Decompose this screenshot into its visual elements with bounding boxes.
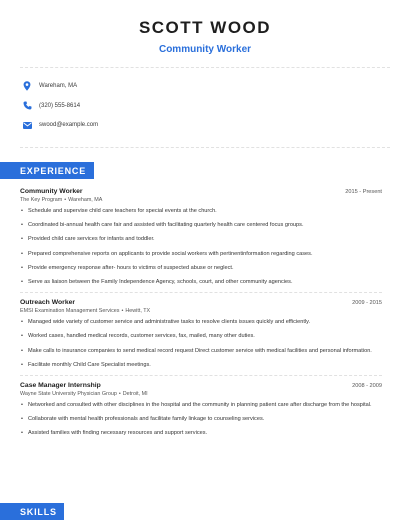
job-dates: 2008 - 2009	[352, 383, 382, 390]
job-organization: EMSI Examination Management Services • Hewitt, TX	[20, 308, 151, 315]
header-divider	[20, 67, 390, 68]
job-bullet: • Coordinated bi-annual health care fair and assisted with facilitating quarterly health care centered focus groups.	[20, 221, 382, 229]
contact-email-text: swood@example.com	[39, 122, 99, 128]
job-location: Detroit, MI	[122, 391, 148, 398]
location-pin-icon	[22, 81, 32, 91]
job-divider	[20, 375, 382, 376]
candidate-title: Community Worker	[158, 44, 252, 55]
job-title: Community Worker	[20, 188, 83, 195]
job-bullet: • Facilitate monthly Child Care Specialist meetings.	[20, 361, 382, 369]
job-bullet: • Schedule and supervise child care teachers for special events at the church.	[20, 207, 382, 215]
contact-location-text: Wareham, MA	[39, 83, 78, 89]
job-bullet: • Serve as liaison between the Family Independence Agency, schools, court, and other community agencies.	[20, 278, 382, 286]
job-bullet-list	[20, 318, 382, 369]
candidate-name: SCOTT WOOD	[138, 18, 272, 37]
job-bullet: • Managed wide variety of customer service and administrative tasks to resolve clients issues quickly and efficiently.	[20, 318, 382, 326]
job-bullet: • Provide emergency response after- hours to victims of suspected abuse or neglect.	[20, 264, 382, 272]
job-organization: Wayne State University Physician Group • Detroit, MI	[20, 391, 148, 398]
contact-location	[22, 80, 98, 92]
job-dates: 2009 - 2015	[352, 300, 382, 307]
job-title: Outreach Worker	[20, 299, 76, 307]
job-divider	[20, 292, 382, 293]
job-bullet: • Collaborate with mental health professionals and facilitate family linkage to counseling services.	[20, 415, 382, 423]
job-location: Hewitt, TX	[125, 308, 151, 315]
job-bullet: • Make calls to insurance companies to send medical record request Direct customer service with medical facilities and personal information.	[20, 347, 382, 355]
phone-icon	[22, 101, 32, 111]
job-entry	[20, 382, 382, 438]
email-icon	[22, 120, 32, 130]
job-bullet: • Assisted families with finding necessary resources and support services.	[20, 429, 382, 437]
job-entry	[20, 299, 382, 369]
job-company: Wayne State University Physician Group	[20, 391, 117, 398]
job-dates: 2015 - Present	[345, 189, 382, 195]
contact-list	[22, 80, 98, 139]
job-bullet: • Worked cases, handled medical records, customer services, fax, mailed, many other duties.	[20, 332, 382, 340]
experience-heading: EXPERIENCE	[0, 162, 94, 179]
job-title: Case Manager Internship	[20, 382, 101, 390]
job-bullet: • Networked and consulted with other disciplines in the hospital and the community in planning patient care after discharge from the hospital.	[20, 401, 382, 409]
job-bullet: • Provided child care services for infants and toddler.	[20, 235, 382, 243]
job-bullet: • Prepared comprehensive reports on applicants to provide social workers with pertinentinformation regarding cases.	[20, 250, 382, 258]
job-company: The Key Program	[20, 197, 63, 203]
skills-heading: SKILLS	[0, 503, 64, 520]
job-bullet-list	[20, 207, 382, 286]
job-company: EMSI Examination Management Services	[20, 308, 120, 315]
contact-divider	[20, 147, 390, 148]
contact-phone	[22, 100, 98, 112]
contact-email	[22, 119, 98, 131]
experience-section	[20, 188, 382, 443]
job-location: Wareham, MA	[68, 197, 103, 203]
contact-phone-text: (320) 555-8614	[39, 102, 81, 109]
job-entry	[20, 188, 382, 286]
job-organization: The Key Program • Wareham, MA	[20, 197, 103, 203]
job-bullet-list	[20, 401, 382, 438]
resume-header	[0, 18, 410, 55]
